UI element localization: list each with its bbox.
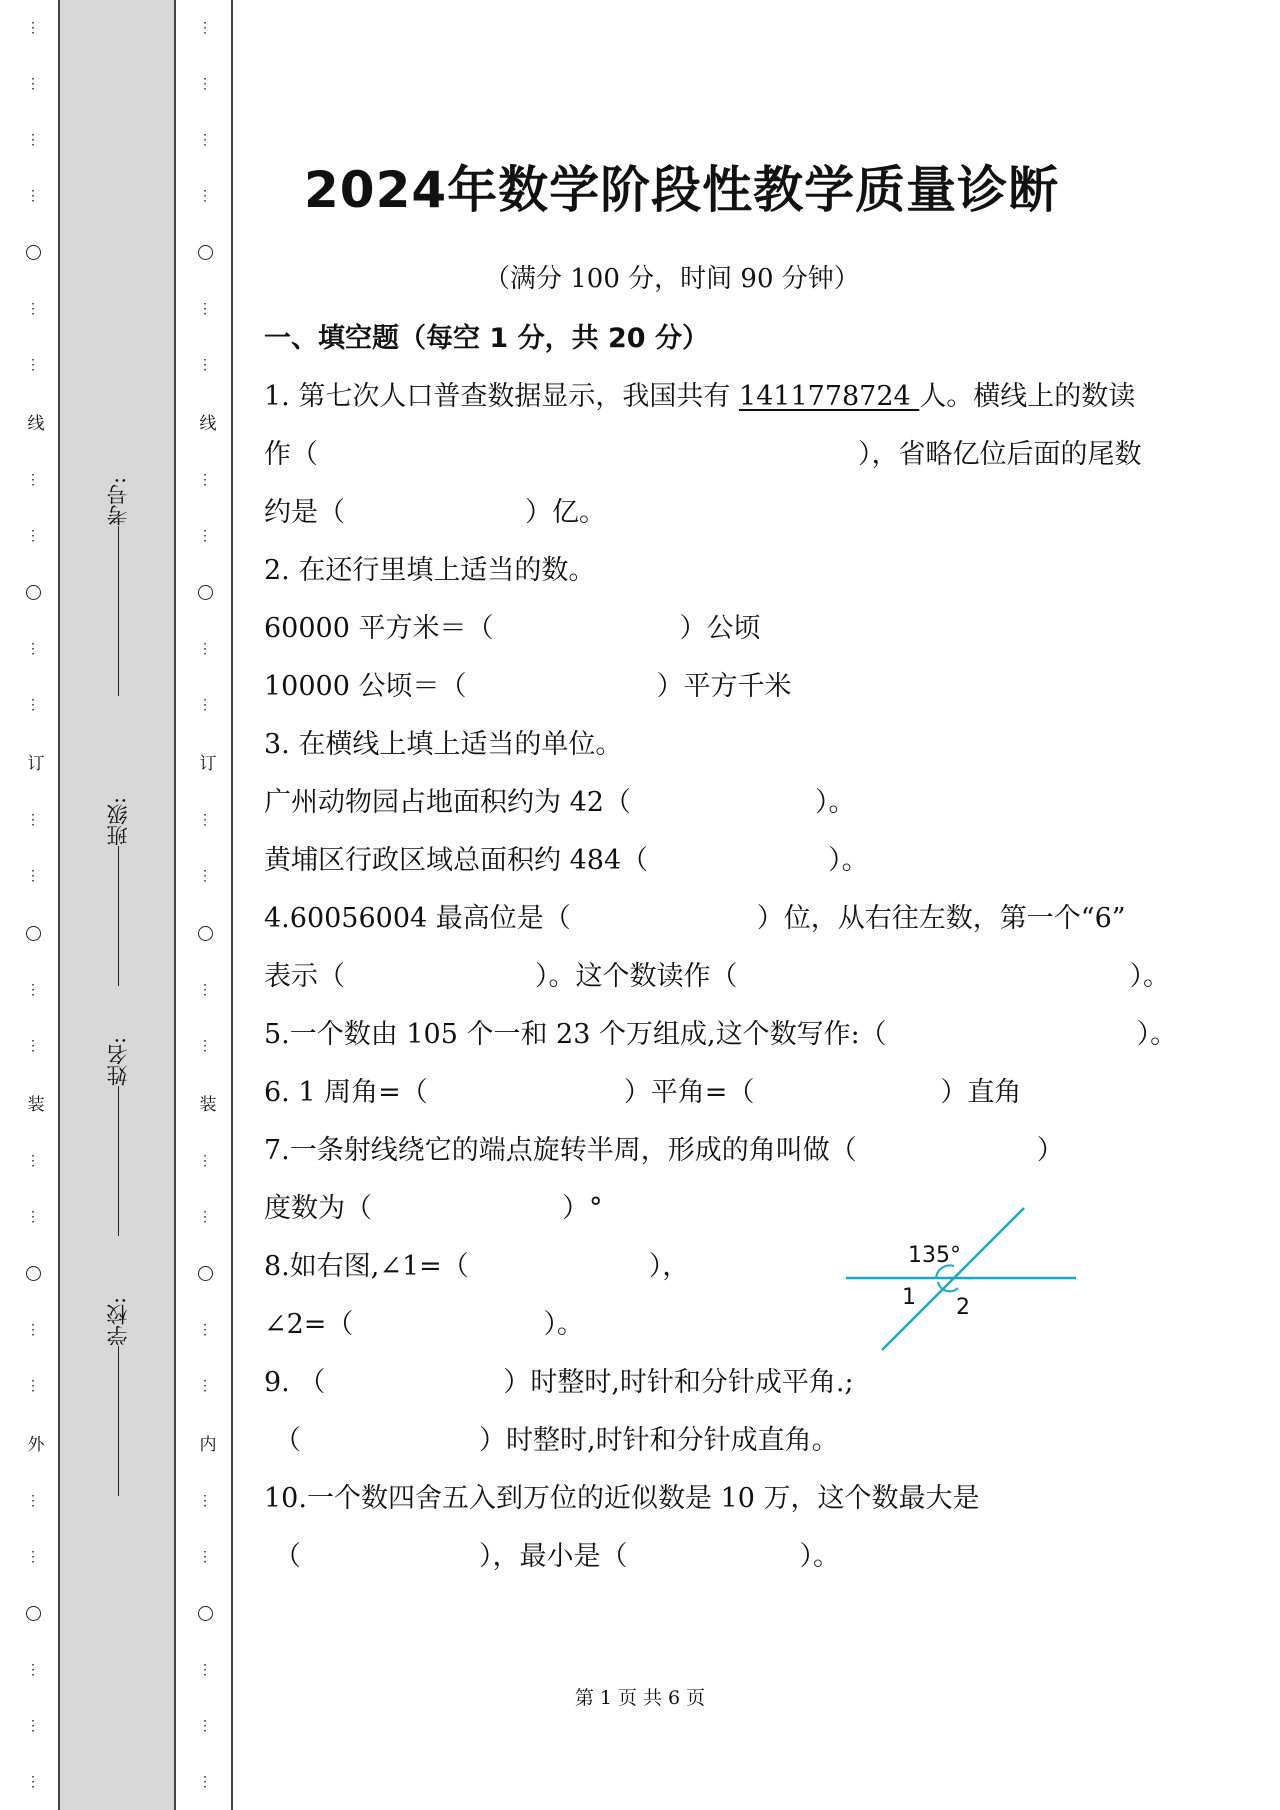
name-field[interactable]: 姓名: <box>88 1010 148 1240</box>
class-field[interactable]: 班级: <box>88 770 148 990</box>
exam-subtitle: （满分 100 分，时间 90 分钟） <box>484 264 860 294</box>
punch-circle <box>198 585 213 600</box>
question-2-line-1: 60000 平方米＝（ ）公顷 <box>264 613 761 644</box>
outer-cut-line: ⋮ ⋮ ⋮ ⋮ ⋮ ⋮ 线 ⋮ ⋮ ⋮ ⋮ 订 ⋮ ⋮ ⋮ ⋮ 装 ⋮ ⋮ ⋮ ⋮ 外 ⋮ ⋮ ⋮ ⋮ ⋮ <box>23 20 44 1790</box>
angle-label-2: 2 <box>956 1295 970 1320</box>
punch-circle <box>198 926 213 941</box>
question-5: 5.一个数由 105 个一和 23 个万组成,这个数写作:（ ）。 <box>264 1019 1178 1050</box>
question-9-line-2: （ ）时整时,时针和分针成直角。 <box>274 1425 839 1456</box>
question-7-line-1: 7.一条射线绕它的端点旋转半周，形成的角叫做（ ） <box>264 1135 1064 1166</box>
question-8-line-1: 8.如右图,∠1=（ ）， <box>264 1251 690 1282</box>
question-1-line-1: 1. 第七次人口普查数据显示，我国共有 1411778724 人。横线上的数读 <box>264 381 1136 412</box>
margin-label: 外 <box>23 1434 44 1452</box>
question-8-line-2: ∠2=（ ）。 <box>264 1309 584 1340</box>
punch-circle <box>26 1266 41 1281</box>
question-6: 6. 1 周角=（ ）平角=（ ）直角 <box>264 1077 1022 1108</box>
angle-figure <box>846 1202 1086 1352</box>
question-3-line-1: 广州动物园占地面积约为 42（ ）。 <box>264 787 856 818</box>
punch-circle <box>198 1606 213 1621</box>
question-10-line-2: （ ），最小是（ ）。 <box>274 1541 840 1572</box>
angle-label-135: 135° <box>908 1243 961 1268</box>
inner-cut-line: ⋮ ⋮ ⋮ ⋮ ⋮ ⋮ 线 ⋮ ⋮ ⋮ ⋮ 订 ⋮ ⋮ ⋮ ⋮ 装 ⋮ ⋮ ⋮ ⋮ 内 ⋮ ⋮ ⋮ ⋮ ⋮ <box>195 20 216 1790</box>
question-9-line-1: 9. （ ）时整时,时针和分针成平角.; <box>264 1367 854 1398</box>
margin-label: 订 <box>23 754 44 772</box>
exam-title: 2024年数学阶段性教学质量诊断 <box>304 161 1060 219</box>
margin-label: 装 <box>23 1094 44 1112</box>
punch-circle <box>26 245 41 260</box>
binding-border <box>231 0 233 1810</box>
punch-circle <box>198 1266 213 1281</box>
school-field[interactable]: 学校: <box>88 1270 148 1500</box>
punch-circle <box>26 926 41 941</box>
question-3-line-2: 黄埔区行政区域总面积约 484（ ）。 <box>264 845 869 876</box>
question-2-line-2: 10000 公顷＝（ ）平方千米 <box>264 671 792 702</box>
margin-label: 内 <box>195 1434 216 1452</box>
question-1-line-3: 约是（ ）亿。 <box>264 497 606 528</box>
margin-label: 订 <box>195 754 216 772</box>
question-3-stem: 3. 在横线上填上适当的单位。 <box>264 729 623 760</box>
punch-circle <box>26 585 41 600</box>
population-number: 1411778724 <box>738 381 920 412</box>
section-heading: 一、填空题（每空 1 分，共 20 分） <box>264 323 709 354</box>
page-footer: 第 1 页 共 6 页 <box>574 1687 706 1709</box>
question-4-line-2: 表示（ ）。这个数读作（ ）。 <box>264 961 1170 992</box>
question-7-line-2: 度数为（ ）° <box>264 1193 603 1224</box>
exam-number-field[interactable]: 考号: <box>88 430 148 700</box>
margin-label: 线 <box>23 414 44 432</box>
question-2-stem: 2. 在还行里填上适当的数。 <box>264 555 596 586</box>
margin-label: 装 <box>195 1094 216 1112</box>
punch-circle <box>198 245 213 260</box>
question-4-line-1: 4.60056004 最高位是（ ）位，从右往左数，第一个“6” <box>264 903 1126 934</box>
angle-label-1: 1 <box>902 1285 916 1310</box>
margin-label: 线 <box>195 414 216 432</box>
question-10-line-1: 10.一个数四舍五入到万位的近似数是 10 万，这个数最大是 <box>264 1483 980 1514</box>
question-1-line-2: 作（ ），省略亿位后面的尾数 <box>264 439 1142 470</box>
punch-circle <box>26 1606 41 1621</box>
